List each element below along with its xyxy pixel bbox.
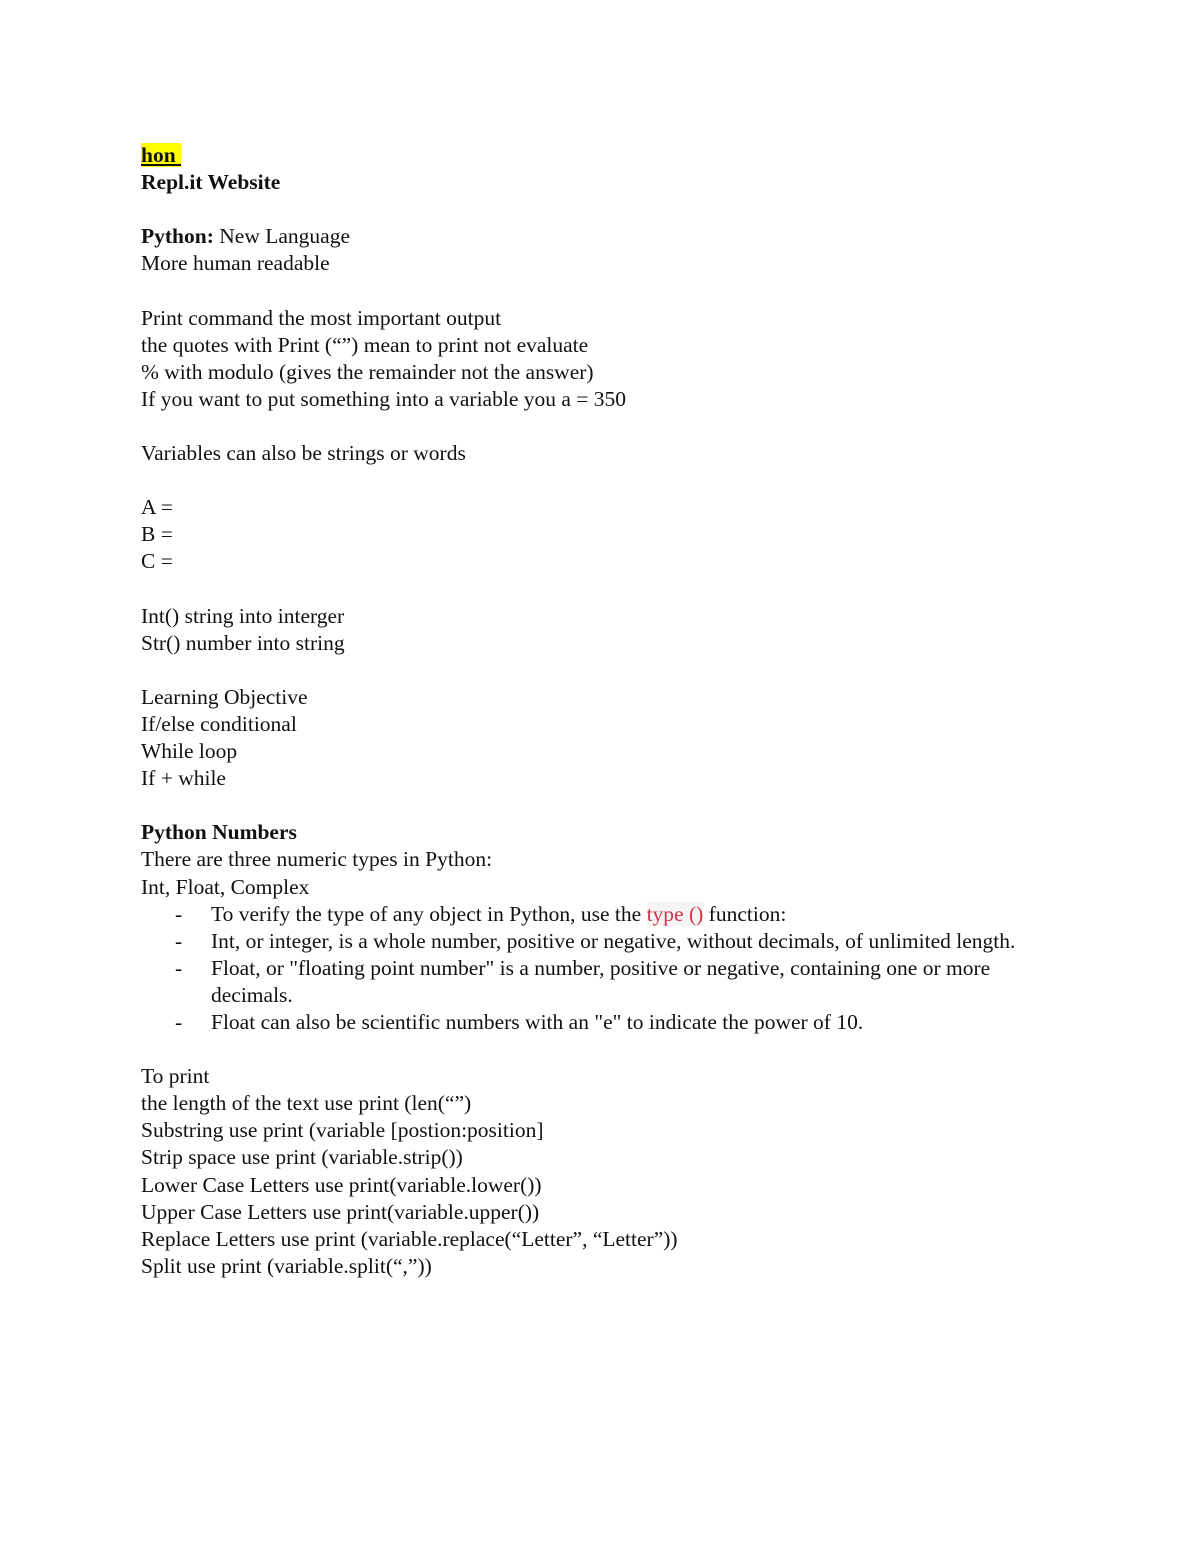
objective-line: If/else conditional: [141, 711, 297, 736]
var-line: A =: [141, 495, 173, 520]
print-line: Lower Case Letters use print(variable.lower()): [141, 1172, 542, 1197]
type-function-code: type (): [646, 901, 704, 926]
note-line: If you want to put something into a variable you a = 350: [141, 386, 627, 411]
numbers-types: Int, Float, Complex: [141, 874, 310, 899]
print-line: Substring use print (variable [postion:position]: [141, 1118, 544, 1143]
note-line: the quotes with Print (“”) mean to print not evaluate: [141, 332, 589, 357]
var-line: C =: [141, 549, 173, 574]
spacer: [141, 792, 1041, 819]
list-item: - Float can also be scientific numbers with an "e" to indicate the power of 10.: [141, 1009, 1031, 1036]
numbers-intro: There are three numeric types in Python:: [141, 847, 493, 872]
highlighted-heading: hon: [141, 143, 182, 167]
numbers-heading: Python Numbers: [141, 820, 297, 845]
document-page: [141, 142, 1041, 1280]
spacer: [141, 1036, 1041, 1063]
print-line: Replace Letters use print (variable.replace(“Letter”, “Letter”)): [141, 1226, 678, 1251]
spacer: [141, 576, 1041, 603]
spacer: [141, 413, 1041, 440]
python-line: Python: New Language: [141, 224, 350, 249]
conversion-line: Int() string into interger: [141, 603, 345, 628]
note-line: Print command the most important output: [141, 305, 502, 330]
print-line: Strip space use print (variable.strip()): [141, 1145, 463, 1170]
dash-bullet: -: [175, 1010, 183, 1034]
objective-line: If + while: [141, 766, 226, 791]
readable-line: More human readable: [141, 251, 330, 276]
objective-line: Learning Objective: [141, 684, 308, 709]
list-item: - To verify the type of any object in Python, use the type () function:: [141, 901, 1031, 928]
list-item: - Int, or integer, is a whole number, positive or negative, without decimals, of unlimited length.: [141, 928, 1031, 955]
spacer: [141, 467, 1041, 494]
spacer: [141, 196, 1041, 223]
print-line: Upper Case Letters use print(variable.upper()): [141, 1199, 540, 1224]
list-item: - Float, or "floating point number" is a number, positive or negative, containing one or more decimals.: [175, 955, 991, 1007]
note-line: % with modulo (gives the remainder not the answer): [141, 359, 594, 384]
numbers-bullet-list: [141, 901, 1041, 1036]
print-line: Split use print (variable.split(“,”)): [141, 1253, 432, 1278]
spacer: [141, 277, 1041, 304]
print-line: To print: [141, 1064, 210, 1089]
dash-bullet: -: [175, 901, 183, 926]
conversion-line: Str() number into string: [141, 630, 345, 655]
objective-line: While loop: [141, 739, 238, 764]
var-line: B =: [141, 522, 173, 547]
dash-bullet: -: [175, 955, 183, 980]
doc-title: Repl.it Website: [141, 170, 281, 195]
variables-note: Variables can also be strings or words: [141, 441, 466, 466]
dash-bullet: -: [175, 928, 183, 953]
spacer: [141, 657, 1041, 684]
print-line: the length of the text use print (len(“”): [141, 1091, 472, 1116]
